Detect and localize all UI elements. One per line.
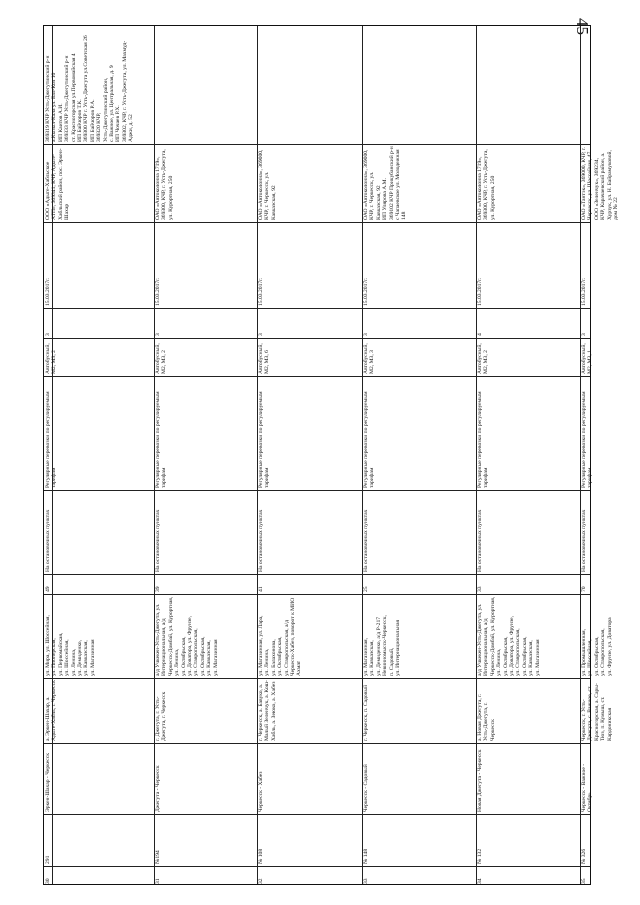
cell-text: На остановочных пунктах <box>581 509 587 572</box>
cell-count <box>44 308 154 338</box>
cell-vehicles <box>476 338 580 376</box>
cell-text: Регулярные перевозки по регулируемым тарифам <box>363 391 376 488</box>
cell-count <box>257 308 362 338</box>
cell-text: 35 <box>581 878 587 884</box>
cell-carrier <box>476 144 580 222</box>
cell-text: № 326 <box>581 848 587 864</box>
cell-name <box>154 743 257 814</box>
cell-streets <box>476 594 580 678</box>
cell-text: Черкесск, г. Усть-Джегута, с. Важное, ст. Красногорская, а. Сары-Тюз, п. Кумыш, ст. Кардоникская <box>581 683 613 741</box>
cell-km <box>476 574 580 594</box>
cell-prev-carrier <box>44 26 154 144</box>
cell-name <box>580 743 592 814</box>
page-number: 45 <box>573 18 592 35</box>
cell-text <box>362 26 476 144</box>
cell-text: а/д Учкекен-Усть-Джегута, ул. Интернациональная, а/д Черкесск-Домбай, ул. Курортная, ул. Ленина, ул. Октябрьская, ул. Доватора, ул. Фрунзе, ул. Ставропольская, ул. Октябрьская, ул. Кавказская, ул. Магазинная <box>477 596 541 676</box>
cell-text: Автобусный, М2, М3, 2 <box>45 343 58 374</box>
cell-text: Регулярные перевозки по регулируемым тарифам <box>155 391 168 488</box>
cell-text: 15.03.2017г. <box>581 277 587 306</box>
cell-text: Регулярные перевозки по регулируемым тарифам <box>581 391 594 488</box>
cell-text: 70 <box>581 586 587 592</box>
cell-text: 15.03.2017г. <box>155 277 161 306</box>
cell-date <box>580 222 592 308</box>
cell-text: На остановочных пунктах <box>477 509 483 572</box>
cell-route <box>476 814 580 866</box>
cell-text: На остановочных пунктах <box>45 509 51 572</box>
cell-text: 15.03.2017г. <box>45 277 51 306</box>
cell-km <box>257 574 362 594</box>
cell-text: 31 <box>155 878 161 884</box>
cell-streets <box>154 594 257 678</box>
cell-stops <box>580 490 592 574</box>
cell-text: г. Джегута, г. Усть-Джегута, г. Черкесск <box>155 691 168 741</box>
cell-text: а/д Учкекен-Усть-Джегута, ул. Интернациональная, а/д Черкесск-Домбай, ул. Курортная, ул. Ленина, ул. Октябрьская, ул. Доватора, ул. Фрунзе, ул. Ставропольская, ул. Октябрьская, ул. Кавказская, ул. Магазинная <box>155 596 219 676</box>
cell-count <box>476 308 580 338</box>
cell-text: На остановочных пунктах <box>155 509 161 572</box>
cell-text: 33 <box>363 878 369 884</box>
cell-text: № 148 <box>363 848 369 864</box>
cell-text: Черкесск - Важное - Октябрь <box>581 763 594 812</box>
cell-text: ООО «Адыге-Хабльское АТП», 369341, КЧР, Адыге-Хабльский район, пос. Эркен-Шахар <box>45 148 71 220</box>
cell-text: ОАО «Тантэк», 369000, КЧР, г. Черкесск, ул. Шоссейная, 47 ООО «Зеленчук», 369234, КЧР, Карачаевский район, а. Хурзук, ул. Н. Байрамуковой, дом № 22 <box>581 147 620 220</box>
cell-text: 15.03.2017г. <box>477 277 483 306</box>
cell-count <box>362 308 476 338</box>
cell-text: Автобусный, М2, М3, 6 <box>258 343 271 374</box>
cell-route <box>257 814 362 866</box>
cell-text: 3 <box>155 333 161 336</box>
cell-km <box>44 574 154 594</box>
cell-n <box>476 866 580 886</box>
cell-name <box>476 743 580 814</box>
cell-vehicles <box>257 338 362 376</box>
cell-text: № 132 <box>477 848 483 864</box>
cell-prev-carrier <box>580 26 592 144</box>
cell-streets <box>362 594 476 678</box>
cell-name <box>362 743 476 814</box>
cell-text: 3 <box>45 333 51 336</box>
cell-tariff <box>44 376 154 490</box>
cell-stops <box>44 490 154 574</box>
cell-carrier <box>362 144 476 222</box>
cell-text <box>154 26 257 144</box>
cell-count <box>154 308 257 338</box>
cell-route <box>44 814 154 866</box>
cell-carrier <box>44 144 154 222</box>
cell-streets <box>44 594 154 678</box>
cell-date <box>154 222 257 308</box>
cell-text: 41 <box>258 586 264 592</box>
cell-route <box>362 814 476 866</box>
cell-tariff <box>476 376 580 490</box>
cell-text: ОАО «Автоколонна 1719», 369300, КЧР, г. Усть-Джегута, ул. Курортная, 250 <box>477 149 496 220</box>
cell-text: 3 <box>363 333 369 336</box>
cell-text: Автобусный, М2, М3, 3 <box>363 343 376 374</box>
cell-n <box>257 866 362 886</box>
cell-name <box>44 743 154 814</box>
cell-text: № 108 <box>258 848 264 864</box>
cell-path <box>44 678 154 743</box>
cell-text: Черкесск - Садовый <box>363 764 369 812</box>
cell-text: На остановочных пунктах <box>258 509 264 572</box>
cell-text: ОАО «Автоколонна», 369000, КЧР, г. Черкесск, ул. Кавказская, 92 <box>258 149 277 220</box>
cell-text: ОАО «Автоколонна», 369000, КЧР, г. Черкесск, ул. Кавказская, 92 ИП Улярова А.М. 369102 КЧР Прикубанский р-н с Чапаевское ул. Молодежная 148 <box>363 146 408 220</box>
cell-vehicles <box>362 338 476 376</box>
cell-km <box>362 574 476 594</box>
cell-text: ОАО «Автоколонна 1719», 369300, КЧР, г. Усть-Джегута, ул. Курортная, 250 <box>155 149 174 220</box>
cell-text: 30 <box>45 878 51 884</box>
cell-carrier <box>154 144 257 222</box>
cell-tariff <box>580 376 592 490</box>
cell-text: Новая Джегута - Черкесск <box>477 749 483 812</box>
cell-n <box>154 866 257 886</box>
cell-prev-carrier <box>257 26 362 144</box>
cell-text: 15.03.2017г. <box>363 277 369 306</box>
cell-text: Джегута - Черкесск <box>155 765 161 812</box>
cell-text: Автобусный, М2, М3, 1 <box>581 343 594 374</box>
cell-route <box>154 814 257 866</box>
cell-path <box>476 678 580 743</box>
cell-text: 49 <box>45 586 51 592</box>
cell-text: ул. Мира, ул. Шоссейная, ул. Пионерская, ул. Первомайская, ул. Шоссейная, ул. Ленина, ул. Демиденко, ул. Кавказская, ул. Магазинная <box>45 615 96 676</box>
cell-text: Регулярные перевозки по регулируемым тарифам <box>45 391 58 488</box>
cell-text: 32 <box>258 878 264 884</box>
cell-carrier <box>257 144 362 222</box>
cell-text: ул. Магазинная, ул. Лара, ул. Ленина, ул. Балахонова, ул. Октябрьская, ул. Ставропольская, а/д Черкесск-Хабез, поворот к МИО Ахмат <box>258 597 303 676</box>
cell-vehicles <box>154 338 257 376</box>
cell-path <box>362 678 476 743</box>
cell-text: Черкесск - Хабез <box>258 771 264 812</box>
cell-text: 39 <box>155 586 161 592</box>
cell-date <box>257 222 362 308</box>
cell-text: №194 <box>155 850 161 864</box>
cell-text: 15.03.2017г. <box>258 277 264 306</box>
cell-text <box>580 26 592 144</box>
cell-text: На остановочных пунктах <box>363 509 369 572</box>
cell-n <box>44 866 154 886</box>
cell-text: ул. Магазинная, ул. Кавказская, ул. Демиденко, а/д Р-217 Невинномысск-Черкесск, п. Садовый, ул. Интернациональная <box>363 615 402 676</box>
cell-date <box>476 222 580 308</box>
cell-text: 34 <box>477 878 483 884</box>
cell-stops <box>257 490 362 574</box>
cell-n <box>362 866 476 886</box>
cell-date <box>362 222 476 308</box>
cell-streets <box>257 594 362 678</box>
cell-text: 33 <box>477 586 483 592</box>
cell-text: г. Черкесск, а. Бавуко, а. Малый Зеленчук, а. Кош-Хабль, а. Зеюко, а. Хабез <box>258 680 277 741</box>
cell-tariff <box>362 376 476 490</box>
cell-text: Регулярные перевозки по регулируемым тарифам <box>258 391 271 488</box>
cell-text: 369319 КЧР Усть-Джегутинский р-н а.Кызыл-Кала ул. Бал-Кол 10 ИП Каитов А.И. 369333 КЧР Усть-Джегутинский р-н ст. Красногорская ул.Первомайская 4 ИП Байчоров Т.К. 369300 КЧР г. Усть-Джегута ул.Советская 26 ИП Байчоров Р.А. 369320 КЧР, Усть-Джегутинский район, с. Важное, ул. Центральная, д. 9 ИП Чочаев Р.Х. 369302, КЧР, г. Усть-Джегута, ул. Махмуд-Аджи, д. 52 <box>45 35 135 142</box>
cell-text: 291 <box>45 855 51 864</box>
cell-path <box>154 678 257 743</box>
routes-table <box>43 25 620 885</box>
cell-prev-carrier <box>362 26 476 144</box>
cell-vehicles <box>44 338 154 376</box>
cell-text: 3 <box>258 333 264 336</box>
cell-text: а. Эркен-Шахар, а. Адыге-Хабль, г. Черкесск <box>45 680 58 741</box>
cell-carrier <box>580 144 620 222</box>
cell-stops <box>362 490 476 574</box>
cell-route <box>580 814 592 866</box>
cell-text: ул. Промышленная, ул. Шоссейная, ул. Октябрьская, ул. Ставропольская, ул. Фрунзе, ул. Доватора <box>581 617 613 676</box>
cell-path <box>257 678 362 743</box>
cell-streets <box>580 594 613 678</box>
cell-text: Автобусный, М2, М3, 2 <box>477 343 490 374</box>
cell-text: Эркен-Шахар - Черкесск <box>45 753 51 812</box>
cell-text: 3 <box>581 333 587 336</box>
cell-km <box>154 574 257 594</box>
cell-stops <box>154 490 257 574</box>
cell-text: Регулярные перевозки по регулируемым тарифам <box>477 391 490 488</box>
cell-text: Автобусный, М2, М3, 2 <box>155 343 168 374</box>
cell-text: 25 <box>363 586 369 592</box>
cell-prev-carrier <box>154 26 257 144</box>
cell-tariff <box>154 376 257 490</box>
cell-n <box>580 866 592 886</box>
cell-km <box>580 574 592 594</box>
cell-vehicles <box>580 338 592 376</box>
cell-date <box>44 222 154 308</box>
cell-text: г. Черкесск, п. Садовый <box>363 684 369 741</box>
cell-name <box>257 743 362 814</box>
cell-stops <box>476 490 580 574</box>
cell-text: а. Новая Джегута, г. Усть-Джегута, г. Черкесск <box>477 693 496 741</box>
cell-text <box>257 26 362 144</box>
cell-tariff <box>257 376 362 490</box>
cell-text <box>476 26 580 144</box>
cell-text: 4 <box>477 333 483 336</box>
cell-prev-carrier <box>476 26 580 144</box>
cell-count <box>580 308 592 338</box>
cell-path <box>580 678 613 743</box>
